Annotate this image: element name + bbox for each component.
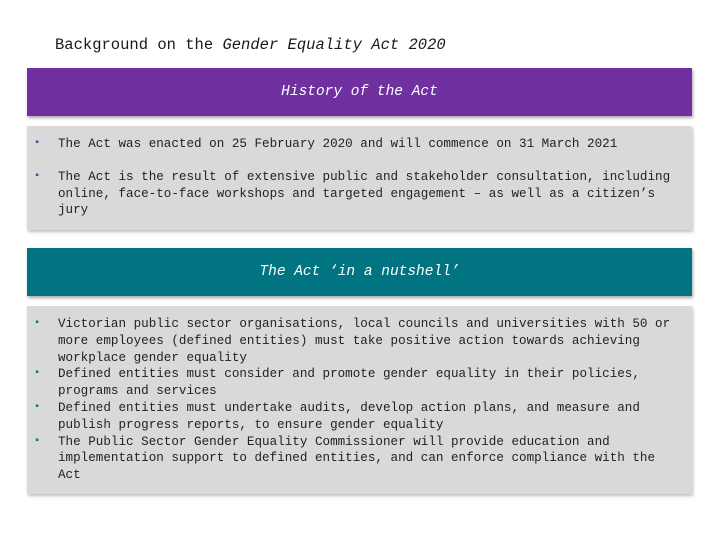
nutshell-item (27, 316, 692, 366)
nutshell-banner (27, 248, 692, 296)
history-banner (27, 68, 692, 116)
bullet-icon: ▪ (34, 318, 41, 329)
nutshell-item-text: Defined entities must consider and promote gender equality in their policies, programs and services (58, 367, 640, 399)
nutshell-item-text: The Public Sector Gender Equality Commissioner will provide education and implementation support to defined entities, and can enforce compliance with the Act (58, 434, 656, 483)
bullet-icon: ▪ (34, 435, 41, 447)
history-item (27, 136, 692, 153)
nutshell-list (27, 316, 692, 484)
nutshell-item (27, 400, 692, 434)
history-item-text: The Act was enacted on 25 February 2020 and will commence on 31 March 2021 (58, 137, 618, 151)
nutshell-item (27, 366, 692, 400)
history-heading: History of the Act (281, 84, 438, 100)
history-item-text: The Act is the result of extensive public and stakeholder consultation, including online, face-to-face workshops and targeted engagement – as well as a citizen’s jury (58, 169, 671, 218)
slide-title-prefix: Background on the (55, 36, 223, 54)
slide-title (55, 36, 446, 54)
bullet-icon: ▪ (34, 368, 41, 380)
slide-title-act-name: Gender Equality Act 2020 (222, 36, 446, 54)
bullet-icon: ▪ (34, 170, 41, 182)
nutshell-item (27, 434, 692, 484)
bullet-icon: ▪ (34, 138, 41, 149)
nutshell-item-text: Victorian public sector organisations, local councils and universities with 50 or more employees (defined entities) must take positive action towards achieving workplace gender equality (58, 317, 671, 365)
history-item (27, 169, 692, 219)
nutshell-heading: The Act ‘in a nutshell’ (259, 264, 460, 280)
history-list (27, 136, 692, 219)
nutshell-panel (27, 306, 692, 494)
bullet-icon: ▪ (34, 401, 41, 413)
history-panel (27, 126, 692, 230)
nutshell-item-text: Defined entities must undertake audits, develop action plans, and measure and publish progress reports, to ensure gender equality (58, 400, 640, 432)
